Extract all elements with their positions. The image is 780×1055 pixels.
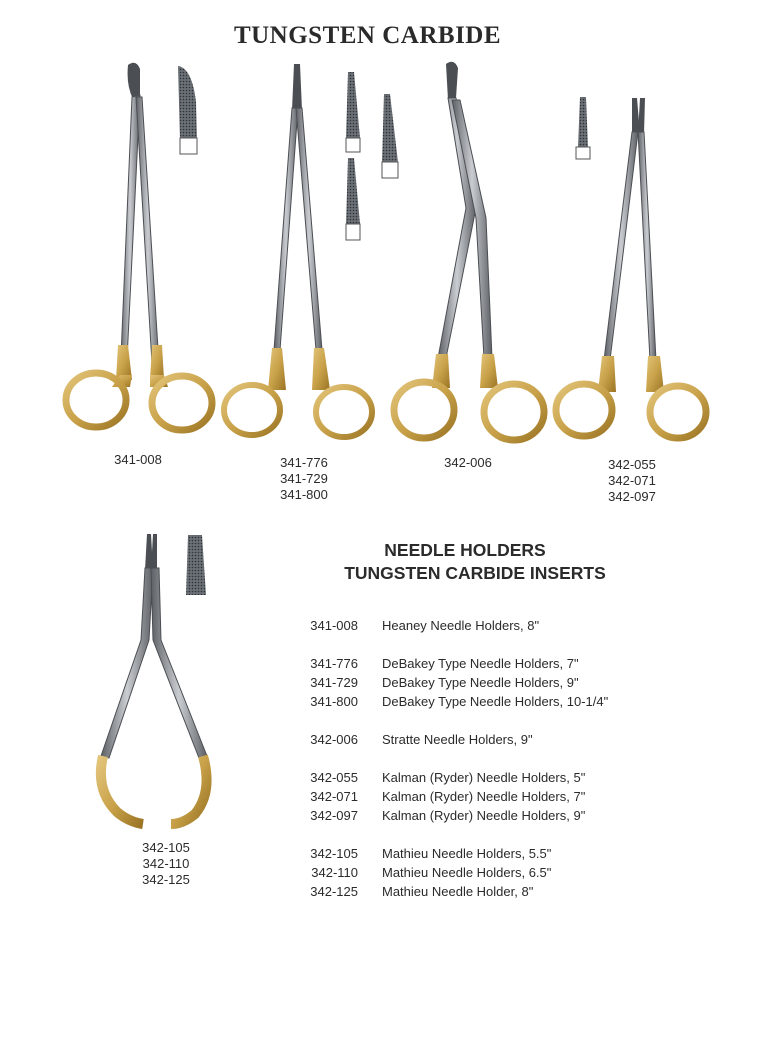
product-code: 341-800 — [280, 487, 328, 502]
needle-holder-image-stratte — [388, 58, 558, 453]
catalog-description: Kalman (Ryder) Needle Holders, 5" — [382, 770, 586, 785]
catalog-code: 341-776 — [310, 656, 358, 671]
product-code: 341-729 — [280, 471, 328, 486]
section-heading-line2: TUNGSTEN CARBIDE INSERTS — [344, 563, 606, 583]
catalog-description: Kalman (Ryder) Needle Holders, 7" — [382, 789, 586, 804]
instrument-codes-debakey — [264, 455, 344, 503]
catalog-code: 342-055 — [310, 770, 358, 785]
catalog-code: 342-125 — [310, 884, 358, 899]
catalog-code: 342-110 — [311, 865, 358, 880]
product-code: 342-055 — [608, 457, 656, 472]
catalog-description: DeBakey Type Needle Holders, 7" — [382, 656, 579, 671]
section-heading-line1: NEEDLE HOLDERS — [384, 540, 546, 560]
instrument-codes-heaney — [98, 452, 178, 468]
catalog-code: 341-729 — [310, 675, 358, 690]
catalog-code: 342-006 — [310, 732, 358, 747]
product-code: 342-125 — [142, 872, 190, 887]
carbide-insert-detail — [570, 95, 600, 170]
needle-holder-image-mathieu — [95, 530, 235, 830]
product-code: 341-008 — [114, 452, 162, 467]
instrument-codes-stratte — [428, 455, 508, 471]
carbide-insert-detail — [182, 533, 212, 598]
product-code: 341-776 — [280, 455, 328, 470]
catalog-description: Stratte Needle Holders, 9" — [382, 732, 533, 747]
catalog-description: Mathieu Needle Holders, 5.5" — [382, 846, 552, 861]
catalog-description: DeBakey Type Needle Holders, 10-1/4" — [382, 694, 609, 709]
product-code: 342-110 — [142, 856, 190, 871]
catalog-description: Mathieu Needle Holder, 8" — [382, 884, 534, 899]
product-code: 342-097 — [608, 489, 656, 504]
catalog-description: Kalman (Ryder) Needle Holders, 9" — [382, 808, 586, 823]
carbide-insert-detail — [170, 62, 210, 162]
catalog-description: Heaney Needle Holders, 8" — [382, 618, 540, 633]
catalog-code: 342-097 — [310, 808, 358, 823]
catalog-description: DeBakey Type Needle Holders, 9" — [382, 675, 579, 690]
instrument-codes-kalman — [592, 457, 672, 505]
instrument-codes-mathieu — [126, 840, 206, 888]
product-code: 342-071 — [608, 473, 656, 488]
catalog-description: Mathieu Needle Holders, 6.5" — [382, 865, 552, 880]
product-code: 342-006 — [444, 455, 492, 470]
product-code: 342-105 — [142, 840, 190, 855]
catalog-code: 341-008 — [310, 618, 358, 633]
catalog-code: 341-800 — [310, 694, 358, 709]
page-title: TUNGSTEN CARBIDE — [233, 22, 502, 49]
catalog-code: 342-105 — [310, 846, 358, 861]
catalog-code: 342-071 — [310, 789, 358, 804]
